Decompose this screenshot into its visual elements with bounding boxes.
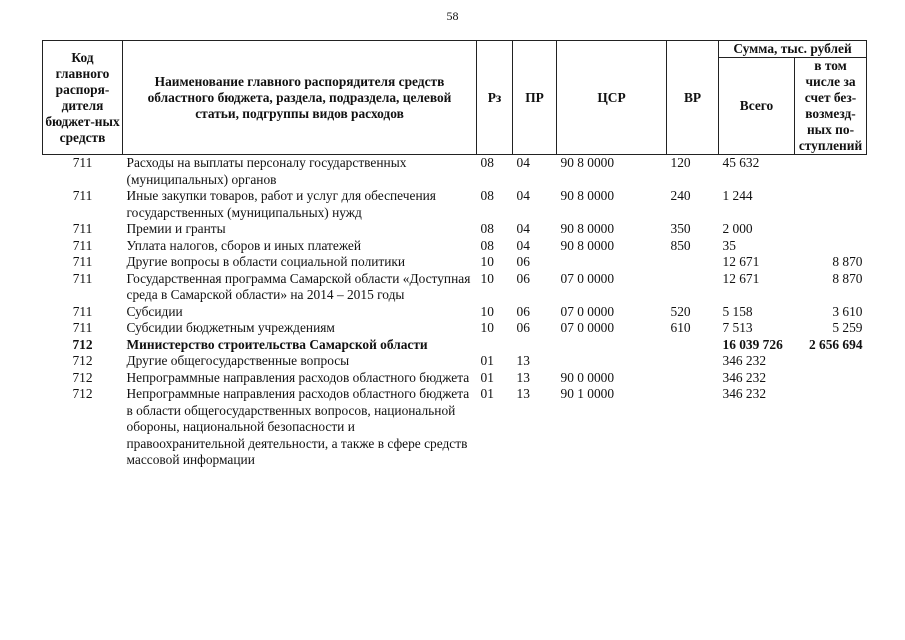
cell-rz: 08 [480,237,494,253]
header-rz: Рз [477,41,513,155]
cell-total: 35 [722,237,736,253]
cell-total: 5 158 [722,303,753,319]
cell-pr: 04 [516,237,530,253]
budget-table [42,40,867,469]
cell-grant [795,155,867,189]
cell-csr: 07 0 0000 [560,270,615,286]
cell-grant: 3 610 [832,303,863,319]
cell-grant [795,370,867,387]
table-row [43,238,867,255]
cell-code: 711 [72,188,93,203]
cell-grant [795,188,867,221]
cell-code: 712 [72,336,93,352]
table-row [43,304,867,321]
cell-vr [667,370,719,387]
cell-rz: 10 [480,320,494,335]
cell-csr: 07 0 0000 [560,320,615,335]
header-pr: ПР [513,41,557,155]
cell-grant: 5 259 [832,320,863,335]
cell-vr [667,337,719,354]
cell-rz: 08 [480,221,494,236]
cell-name: Субсидии [126,303,183,319]
cell-code: 712 [72,353,93,368]
table-row [43,386,867,469]
header-code: Код главного распоря-дителя бюджет-ных средств [43,41,123,155]
cell-csr [557,353,667,370]
cell-rz: 08 [480,155,494,170]
cell-total: 45 632 [722,155,760,170]
cell-rz: 10 [480,270,494,286]
cell-name: Другие общегосударственные вопросы [126,353,350,368]
cell-total: 12 671 [722,270,760,286]
cell-total: 346 232 [722,369,767,385]
cell-total: 346 232 [722,353,767,368]
cell-rz [477,337,513,354]
cell-pr: 04 [516,188,530,203]
cell-grant [795,238,867,255]
table-row [43,271,867,304]
cell-grant [795,386,867,469]
cell-csr: 90 0 0000 [560,369,615,385]
table-body [43,155,867,469]
table-row [43,370,867,387]
cell-pr: 06 [516,254,530,269]
cell-vr: 120 [670,155,691,170]
cell-csr: 90 8 0000 [560,237,615,253]
cell-total: 16 039 726 [722,336,783,352]
cell-pr: 13 [516,386,530,401]
table-row [43,155,867,189]
cell-vr: 610 [670,320,691,335]
cell-rz: 01 [480,369,494,385]
cell-csr: 90 1 0000 [560,386,615,401]
cell-csr: 90 8 0000 [560,155,615,170]
cell-code: 711 [72,155,93,170]
table-row [43,320,867,337]
cell-rz: 01 [480,353,494,368]
page-number: 58 [446,9,459,23]
cell-name: Иные закупки товаров, работ и услуг для обеспечения государственных (муниципальных) нужд [126,188,436,220]
cell-name: Расходы на выплаты персоналу государственных (муниципальных) органов [126,155,407,187]
cell-csr: 90 8 0000 [560,221,615,236]
table-header [43,41,867,155]
cell-code: 711 [72,303,93,319]
table-row [43,353,867,370]
cell-rz: 10 [480,254,494,269]
header-name: Наименование главного распорядителя средств областного бюджета, раздела, подраздела, целевой статьи, подгруппы видов расходов [123,41,477,155]
cell-rz: 01 [480,386,494,401]
cell-vr [667,254,719,271]
cell-grant: 8 870 [832,270,863,286]
cell-csr: 90 8 0000 [560,188,615,203]
cell-vr: 520 [670,303,691,319]
cell-name: Другие вопросы в области социальной политики [126,254,406,269]
header-total: Всего [719,58,795,155]
cell-grant: 2 656 694 [808,336,863,352]
cell-total: 346 232 [722,386,767,401]
cell-name: Субсидии бюджетным учреждениям [126,320,335,335]
cell-code: 712 [72,369,93,385]
cell-rz: 08 [480,188,494,203]
cell-vr: 850 [670,237,691,253]
cell-total: 2 000 [722,221,753,236]
cell-vr: 240 [670,188,691,203]
cell-name: Государственная программа Самарской области «Доступная среда в Самарской области» на 2014 – 2015 годы [126,270,471,302]
cell-name: Непрограммные направления расходов областного бюджета в области общегосударственных вопросов, национальной обороны, национальной безопасности и правоохранительной деятельности, а также в сфере средств массовой информации [126,386,470,467]
cell-total: 12 671 [722,254,760,269]
cell-vr [667,353,719,370]
cell-code: 711 [72,270,93,286]
table-row [43,337,867,354]
cell-pr: 06 [516,320,530,335]
cell-pr: 13 [516,369,530,385]
cell-pr: 06 [516,270,530,286]
table-row [43,221,867,238]
cell-csr: 07 0 0000 [560,303,615,319]
cell-grant: 8 870 [832,254,863,269]
cell-name: Министерство строительства Самарской области [126,336,428,352]
header-vr: ВР [667,41,719,155]
cell-code: 711 [72,320,93,335]
cell-name: Премии и гранты [126,221,226,236]
cell-csr [557,254,667,271]
cell-rz: 10 [480,303,494,319]
cell-grant [795,221,867,238]
header-csr: ЦСР [557,41,667,155]
header-sum: Сумма, тыс. рублей [719,41,867,58]
cell-name: Непрограммные направления расходов областного бюджета [126,369,470,385]
cell-vr: 350 [670,221,691,236]
cell-pr: 06 [516,303,530,319]
header-grant: в том числе за счет без-возмезд-ных по-ступлений [795,58,867,155]
cell-vr [667,271,719,304]
table-row [43,254,867,271]
cell-code: 711 [72,221,93,236]
cell-grant [795,353,867,370]
table-row [43,188,867,221]
cell-vr [667,386,719,469]
cell-pr: 13 [516,353,530,368]
cell-code: 711 [72,237,93,253]
cell-code: 711 [72,254,93,269]
cell-pr: 04 [516,221,530,236]
cell-pr [513,337,557,354]
cell-name: Уплата налогов, сборов и иных платежей [126,237,362,253]
cell-pr: 04 [516,155,530,170]
cell-total: 1 244 [722,188,753,203]
cell-total: 7 513 [722,320,753,335]
cell-csr [557,337,667,354]
cell-code: 712 [72,386,93,401]
